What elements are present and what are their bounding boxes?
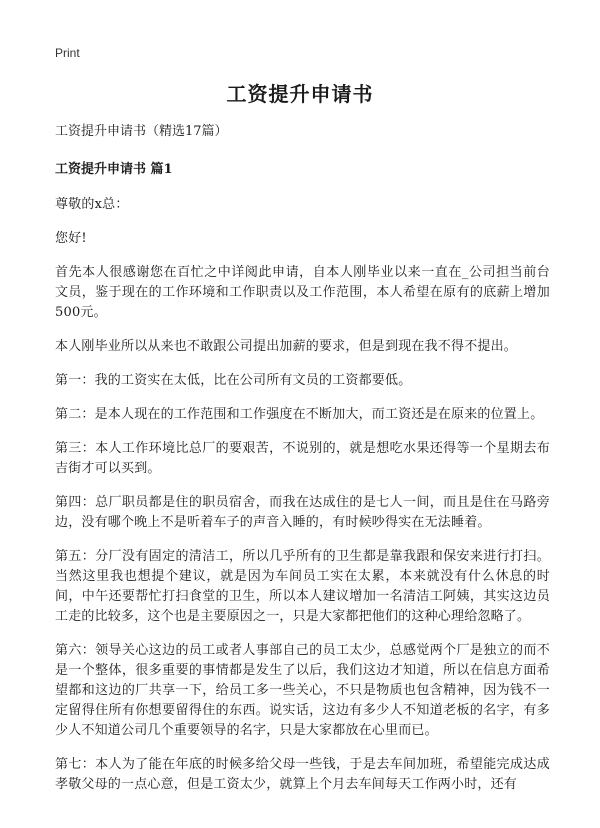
reason-paragraph: 第四：总厂职员都是住的职员宿舍，而我在达成住的是七人一间，而且是住在马路旁边，没有哪个晚上不是听着车子的声音入睡的，有时候吵得实在无法睡着。	[55, 495, 550, 530]
body-paragraph: 首先本人很感谢您在百忙之中详阅此申请，自本人刚毕业以来一直在_公司担当前台文员，鉴于现在的工作环境和工作职责以及工作范围，本人希望在原有的底薪上增加500元。	[55, 265, 550, 320]
reason-paragraph: 第二：是本人现在的工作范围和工作强度在不断加大，而工资还是在原来的位置上。	[55, 407, 544, 422]
reason-paragraph: 第一：我的工资实在太低，比在公司所有文员的工资都要低。	[55, 373, 412, 388]
document-title: 工资提升申请书	[226, 82, 374, 106]
document-body	[55, 122, 550, 809]
reason-paragraph: 第六：领导关心这边的员工或者人事部自己的员工太少，总感觉两个厂是独立的而不是一个整体，很多重要的事情都是发生了以后，我们这边才知道，所以在信息方面希望都和这边的厂共享一下，给员工多一些关心，不只是物质也包含精神，因为钱不一定留得住所有你想要留得住的东西。说实话，这边有多少人不知道老板的名字，有多少人不知道公司几个重要领导的名字，只是大家都放在心里而已。	[55, 643, 550, 738]
reason-paragraph: 第五：分厂没有固定的清洁工，所以几乎所有的卫生都是靠我跟和保安来进行打扫。当然这里我也想提个建议，就是因为车间员工实在太累，本来就没有什么休息的时间，中午还要帮忙打扫食堂的卫生，所以本人建议增加一名清洁工阿姨，其实这边员工走的比较多，这个也是主要原因之一，只是大家都把他们的这种心理给忽略了。	[55, 549, 550, 624]
salutation: 尊敬的x总：	[55, 197, 129, 212]
greeting: 您好!	[55, 231, 87, 246]
reason-paragraph: 第三：本人工作环境比总厂的要艰苦，不说别的，就是想吃水果还得等一个星期去布吉街才可以买到。	[55, 441, 550, 476]
section-heading: 工资提升申请书 篇1	[55, 162, 173, 177]
document-subtitle: 工资提升申请书（精选17篇）	[55, 124, 228, 139]
body-paragraph: 本人刚毕业所以从来也不敢跟公司提出加薪的要求，但是到现在我不得不提出。	[55, 339, 518, 354]
print-link[interactable]: Print	[55, 46, 80, 60]
reason-paragraph: 第七：本人为了能在年底的时候多给父母一些钱，于是去车间加班，希望能完成达成孝敬父母的一点心意，但是工资太少，就算上个月去车间每天工作两小时，还有	[55, 757, 550, 792]
